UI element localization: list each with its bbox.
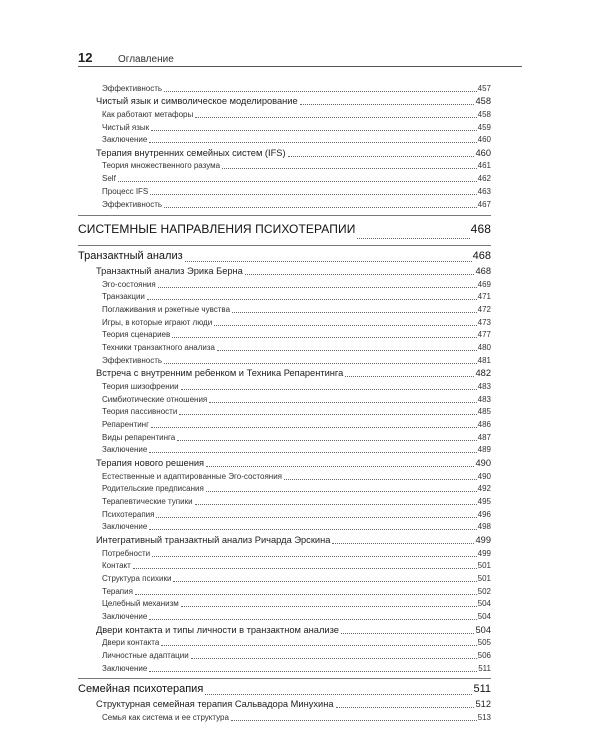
toc-entry-title: Self [102,174,116,184]
dot-leader [222,168,477,169]
toc-entry-page: 489 [477,445,491,455]
toc-entry-page: 498 [477,522,491,532]
dot-leader [152,556,477,557]
toc-entry-title: Транзактный анализ [78,249,183,262]
dot-leader [336,707,475,708]
toc-entry-page: 468 [475,266,491,276]
toc-entry-title: Теория множественного разума [102,161,221,171]
dot-leader [164,207,477,208]
toc-entry-title: Потребности [102,548,151,558]
dot-leader [164,363,477,364]
toc-entry-page: 472 [477,305,491,315]
toc-entry-title: Семейная психотерапия [78,682,204,695]
toc-subentry[interactable] [78,172,491,185]
toc-entry-title: Семья как система и ее структура [102,712,229,722]
dot-leader [172,337,476,338]
toc-chapter-entry[interactable] [78,533,491,547]
toc-entry-title: Родительские предписания [102,484,204,494]
toc-subentry[interactable] [78,637,491,650]
dot-leader [232,312,477,313]
toc-entry-page: 457 [477,83,491,93]
dot-leader [118,181,477,182]
dot-leader [357,238,469,239]
toc-subentry[interactable] [78,521,491,534]
dot-leader [191,658,477,659]
toc-entry-title: Чистый язык [102,122,150,132]
toc-entry-title: Как работают метафоры [102,109,194,119]
dot-leader [179,414,476,415]
toc-entry-page: 463 [477,186,491,196]
toc-subentry[interactable] [78,431,491,444]
toc-entry-title: Теория шизофрении [102,382,179,391]
toc-entry-title: Терапия нового решения [96,457,205,468]
toc-entry-title: Заключение [102,445,148,455]
toc-subentry[interactable] [78,185,491,198]
toc-entry-title: Репарентинг [102,420,149,430]
dot-leader [135,594,477,595]
page-title: Оглавление [118,54,174,65]
toc-chapter-entry[interactable] [78,623,491,637]
toc-subentry[interactable] [78,711,491,724]
toc-entry-title: Структура психики [102,573,172,583]
toc-subentry[interactable] [78,572,491,585]
toc-entry-page: 459 [477,122,491,132]
dot-leader [345,376,474,377]
toc-subentry[interactable] [78,598,491,611]
dot-leader [284,479,477,480]
toc-subentry[interactable] [78,380,491,393]
toc-entry-page: 462 [477,174,491,184]
dot-leader [195,117,476,118]
toc-entry-page: 467 [477,199,491,209]
toc-subentry[interactable] [78,585,491,598]
toc-entry-title: Эго-состояния [102,279,156,289]
toc-entry-title: Поглаживания и рэкетные чувства [102,305,231,315]
toc-entry-page: 501 [477,561,491,571]
dot-leader [151,427,477,428]
toc-entry-title: Терапия внутренних семейных систем (IFS) [96,147,286,158]
toc-entry-page: 506 [477,650,491,660]
toc-entry-page: 483 [477,382,491,391]
toc-subentry[interactable] [78,160,491,173]
dot-leader [341,633,475,634]
dot-leader [149,452,476,453]
toc-subentry[interactable] [78,316,491,329]
toc-entry-page: 480 [477,343,491,353]
page-number: 12 [78,50,93,65]
toc-subentry[interactable] [78,134,491,147]
toc-entry-page: 458 [475,96,491,107]
dot-leader [181,389,477,390]
dot-leader [164,91,477,92]
toc-entry-page: 490 [475,457,491,468]
toc-entry-page: 501 [477,573,491,583]
toc-entry-title: Контакт [102,561,131,571]
toc-chapter-entry[interactable] [78,367,491,381]
toc-subentry[interactable] [78,649,491,662]
toc-entry-title: Психотерапия [102,509,155,519]
toc-entry-title: Личностные адаптации [102,650,189,660]
toc-entry-title: СИСТЕМНЫЕ НАПРАВЛЕНИЯ ПСИХОТЕРАПИИ [78,221,356,236]
toc-entry-page: 499 [475,534,491,545]
toc-subentry[interactable] [78,508,491,521]
toc-entry-page: 496 [477,509,491,519]
toc-entry-page: 482 [475,368,491,379]
toc-subentry[interactable] [78,470,491,483]
toc-entry-page: 460 [475,147,491,158]
toc-subentry[interactable] [78,444,491,457]
toc-entry-page: 485 [477,407,491,417]
toc-entry-title: Теория сценариев [102,330,171,340]
toc-chapter-entry[interactable] [78,146,491,160]
toc-entry-page: 458 [477,109,491,119]
toc-entry-page: 512 [475,699,491,710]
toc-subentry[interactable] [78,406,491,419]
toc-entry-page: 483 [477,394,491,404]
toc-entry-title: Заключение [102,612,148,621]
dot-leader [156,517,476,518]
page-header [78,50,522,66]
toc-entry-title: Целебный механизм [102,599,179,609]
toc-chapter-entry[interactable] [78,95,491,109]
toc-entry-page: 481 [477,355,491,365]
dot-leader [149,671,477,672]
toc-entry-title: Виды репарентинга [102,432,176,442]
toc-entry-title: Эффективность [102,355,163,365]
toc-entry-title: Процесс IFS [102,186,149,196]
dot-leader [185,261,472,262]
dot-leader [195,504,477,505]
toc-subentry[interactable] [78,291,491,304]
toc-entry-title: Техники транзактного анализа [102,343,215,353]
toc-entry-title: Симбиотические отношения [102,394,208,404]
toc-subentry[interactable] [78,303,491,316]
dot-leader [288,156,475,157]
dot-leader [214,325,476,326]
dot-leader [149,529,476,530]
toc-subentry[interactable] [78,198,491,211]
toc-section-heading[interactable] [78,678,491,698]
toc-entry-title: Естественные и адаптированные Эго-состояния [102,471,283,481]
dot-leader [206,491,477,492]
toc-entry-page: 490 [477,471,491,481]
header-divider [78,66,522,67]
toc-entry-title: Транзактный анализ Эрика Берна [96,266,243,276]
toc-entry-title: Транзакции [102,292,145,302]
toc-entry-title: Структурная семейная терапия Сальвадора Минухина [96,699,334,710]
dot-leader [150,194,476,195]
table-of-contents [78,82,491,724]
toc-entry-title: Терапевтические тупики [102,497,193,506]
toc-entry-title: Двери контакта и типы личности в транзактном анализе [96,624,339,635]
toc-entry-page: 487 [477,432,491,442]
toc-entry-page: 504 [477,599,491,609]
toc-entry-title: Интегративный транзактный анализ Ричарда Эрскина [96,534,331,545]
dot-leader [151,130,476,131]
toc-entry-title: Игры, в которые играют люди [102,317,213,327]
toc-subentry[interactable] [78,547,491,560]
toc-entry-page: 499 [477,548,491,558]
toc-entry-title: Чистый язык и символическое моделирование [96,96,298,107]
toc-entry-page: 473 [477,317,491,327]
dot-leader [332,543,474,544]
dot-leader [300,104,475,105]
toc-entry-page: 502 [477,586,491,596]
dot-leader [245,274,475,275]
dot-leader [161,645,476,646]
toc-subentry[interactable] [78,560,491,573]
toc-entry-title: Заключение [102,663,148,673]
toc-entry-page: 460 [477,135,491,145]
dot-leader [209,402,476,403]
toc-chapter-entry[interactable] [78,265,491,279]
toc-subentry[interactable] [78,483,491,496]
toc-section-heading[interactable] [78,245,491,265]
toc-chapter-entry[interactable] [78,456,491,470]
toc-entry-page: 513 [477,712,491,722]
toc-subentry[interactable] [78,82,491,95]
toc-subentry[interactable] [78,108,491,121]
toc-entry-page: 468 [472,249,491,262]
toc-subentry[interactable] [78,610,491,623]
dot-leader [231,720,477,721]
dot-leader [158,287,477,288]
toc-entry-title: Заключение [102,135,148,145]
toc-entry-page: 486 [477,420,491,430]
dot-leader [149,619,476,620]
toc-subentry[interactable] [78,329,491,342]
toc-entry-page: 511 [473,682,491,695]
dot-leader [217,350,477,351]
toc-entry-page: 468 [470,221,491,236]
toc-entry-title: Заключение [102,522,148,532]
dot-leader [147,299,477,300]
toc-entry-page: 504 [475,624,491,635]
dot-leader [177,440,476,441]
toc-chapter-entry[interactable] [78,698,491,712]
toc-entry-page: 511 [478,663,491,673]
dot-leader [206,466,474,467]
toc-entry-title: Эффективность [102,83,163,93]
toc-subentry[interactable] [78,278,491,291]
toc-subentry[interactable] [78,354,491,367]
toc-entry-title: Эффективность [102,199,163,209]
toc-entry-page: 504 [477,612,491,621]
toc-entry-title: Встреча с внутренним ребенком и Техника Репарентинга [96,368,344,379]
toc-subentry[interactable] [78,662,491,675]
toc-entry-title: Теория пассивности [102,407,178,417]
toc-subentry[interactable] [78,121,491,134]
toc-entry-title: Двери контакта [102,638,160,648]
toc-entry-page: 505 [477,638,491,648]
toc-subentry[interactable] [78,393,491,406]
toc-entry-page: 461 [477,161,491,171]
dot-leader [181,606,477,607]
toc-entry-title: Терапия [102,586,133,596]
toc-entry-page: 495 [477,497,491,506]
toc-subentry[interactable] [78,341,491,354]
toc-part-heading[interactable] [78,215,491,242]
toc-entry-page: 492 [477,484,491,494]
dot-leader [205,694,472,695]
dot-leader [149,142,476,143]
dot-leader [133,568,477,569]
toc-entry-page: 471 [477,292,491,302]
dot-leader [173,581,476,582]
toc-subentry[interactable] [78,495,491,508]
toc-entry-page: 477 [477,330,491,340]
toc-entry-page: 469 [477,279,491,289]
toc-subentry[interactable] [78,418,491,431]
